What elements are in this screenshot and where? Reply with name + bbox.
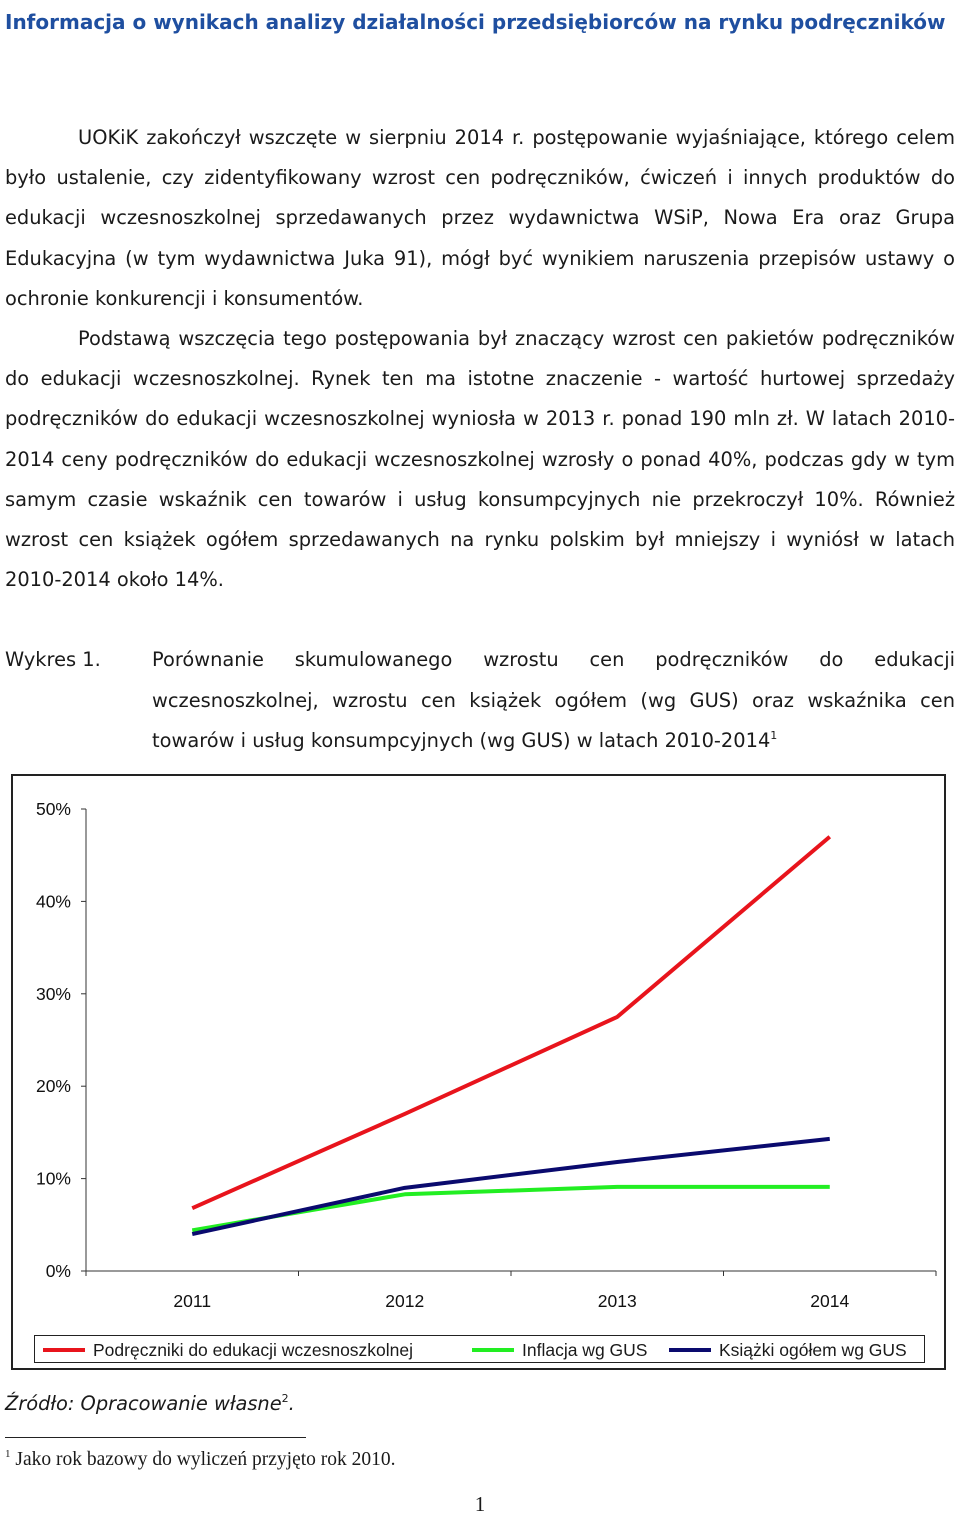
line-chart <box>11 774 946 1370</box>
figure-caption-text <box>152 640 955 762</box>
y-tick-label: 50% <box>36 799 71 819</box>
paragraph-2: Podstawą wszczęcia tego postępowania był znaczący wzrost cen pakietów podręczników do edukacji wczesnoszkolnej. Rynek ten ma istotne znaczenie - wartość hurtowej sprzedaży podręczników do edukacji wczesnoszkolnej wyniosła w 2013 r. ponad 190 mln zł. W latach 2010-2014 ceny podręczników do edukacji wczesnoszkolnej wzrosły o ponad 40%, podczas gdy w tym samym czasie wskaźnik cen towarów i usług konsumpcyjnych nie przekroczył 10%. Również wzrost cen książek ogółem sprzedawanych na rynku polskim był mniejszy i wyniósł w latach 2010-2014 około 14%. <box>5 319 955 600</box>
x-tick-label: 2014 <box>810 1291 849 1311</box>
y-tick-label: 10% <box>36 1169 71 1189</box>
series-line-2 <box>192 1187 830 1230</box>
footnote-number: 1 <box>5 1448 11 1460</box>
y-tick-label: 40% <box>36 891 71 911</box>
source-text: Źródło: Opracowanie własne <box>5 1392 282 1415</box>
legend-label-textbooks: Podręczniki do edukacji wczesnoszkolnej <box>93 1339 413 1361</box>
x-tick-label: 2011 <box>173 1291 211 1311</box>
chart-canvas <box>13 776 948 1372</box>
footnote-ref-2: 2 <box>282 1392 289 1405</box>
legend-swatch-inflation <box>472 1348 514 1352</box>
series-line-1 <box>192 837 830 1208</box>
footnote-1 <box>5 1449 396 1471</box>
page-title: Informacja o wynikach analizy działalności przedsiębiorców na rynku podręczników <box>5 2 955 42</box>
x-tick-label: 2012 <box>385 1291 424 1311</box>
legend-label-inflation: Inflacja wg GUS <box>522 1339 647 1361</box>
y-tick-label: 30% <box>36 984 71 1004</box>
figure-source <box>5 1392 295 1415</box>
chart-legend <box>34 1335 925 1363</box>
legend-label-books: Książki ogółem wg GUS <box>719 1339 907 1361</box>
footnote-separator <box>5 1437 306 1438</box>
y-tick-label: 0% <box>46 1261 71 1281</box>
paragraph-1: UOKiK zakończył wszczęte w sierpniu 2014 r. postępowanie wyjaśniające, którego celem było ustalenie, czy zidentyfikowany wzrost cen podręczników, ćwiczeń i innych produktów do edukacji wczesnoszkolnej sprzedawanych przez wydawnictwa WSiP, Nowa Era oraz Grupa Edukacyjna (w tym wydawnictwa Juka 91), mógł być wynikiem naruszenia przepisów ustawy o ochronie konkurencji i konsumentów. <box>5 118 955 319</box>
legend-swatch-textbooks <box>43 1348 85 1352</box>
figure-caption-body: Porównanie skumulowanego wzrostu cen podręczników do edukacji wczesnoszkolnej, wzrostu cen książek ogółem (wg GUS) oraz wskaźnika cen towarów i usług konsumpcyjnych (wg GUS) w latach 2010-2014 <box>152 648 955 752</box>
x-tick-label: 2013 <box>598 1291 637 1311</box>
legend-swatch-books <box>669 1348 711 1352</box>
footnote-ref-1: 1 <box>770 729 777 742</box>
figure-label: Wykres 1. <box>5 640 101 681</box>
y-tick-label: 20% <box>36 1076 71 1096</box>
footnote-text: Jako rok bazowy do wyliczeń przyjęto rok 2010. <box>11 1449 396 1470</box>
source-end: . <box>289 1392 295 1415</box>
page-number: 1 <box>0 1492 960 1517</box>
